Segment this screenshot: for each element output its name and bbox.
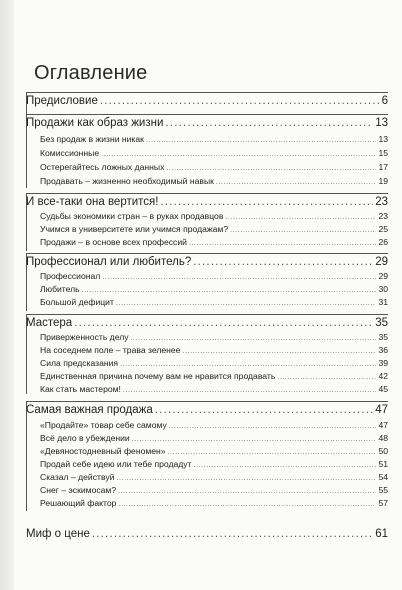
leader-dots [74, 317, 373, 329]
book-page [14, 0, 402, 590]
toc-chapter-title: Миф о цене [26, 528, 90, 540]
leader-dots [277, 371, 376, 381]
toc-chapter-title: Продажи как образ жизни [26, 117, 164, 129]
toc-entry-page: 35 [378, 332, 388, 342]
divider [26, 314, 388, 315]
leader-dots [131, 332, 377, 342]
toc-section [26, 253, 388, 313]
toc-entry[interactable] [40, 134, 388, 144]
toc-chapter[interactable] [26, 196, 388, 208]
toc-section [26, 401, 388, 513]
toc-entry-title: Продажи – в основе всех профессий [40, 237, 187, 247]
leader-dots [230, 224, 376, 234]
divider [26, 114, 388, 115]
toc-chapter-page: 23 [375, 196, 388, 208]
toc-section [26, 314, 388, 396]
toc-entry-title: Предисловие [26, 95, 98, 107]
toc-entry-title: Продавать – жизненно необходимый навык [40, 176, 214, 186]
toc-entry-page: 45 [378, 384, 388, 394]
toc-entry-title: Решающий фактор [40, 498, 117, 508]
toc-entry[interactable] [40, 459, 388, 469]
toc-chapter-title: И все-таки она вертится! [26, 196, 159, 208]
toc-final [26, 528, 388, 552]
toc-entry-title: На соседнем поле – трава зеленее [40, 345, 181, 355]
toc-entry-page: 48 [378, 433, 388, 443]
toc-section [26, 193, 388, 253]
toc-entry[interactable] [40, 297, 388, 307]
leader-dots [189, 237, 377, 247]
toc-entry[interactable] [40, 485, 388, 495]
leader-dots [160, 196, 373, 208]
toc-entry-page: 19 [378, 176, 388, 186]
toc-entry-page: 15 [378, 148, 388, 158]
divider [26, 401, 27, 511]
toc-chapter-page: 35 [375, 317, 388, 329]
toc-chapter[interactable] [26, 256, 388, 268]
toc-entry-title: Комиссионные [40, 148, 100, 158]
toc-entry-title: Сказал – действуй [40, 472, 115, 482]
toc-entry-title: «Продайте» товар себе самому [40, 420, 167, 430]
toc-entry-page: 50 [378, 446, 388, 456]
page-title: Оглавление [34, 62, 148, 84]
leader-dots [123, 384, 377, 394]
toc-entry[interactable] [26, 95, 388, 107]
leader-dots [116, 297, 377, 307]
divider [26, 253, 388, 254]
divider [26, 193, 388, 194]
leader-dots [165, 117, 373, 129]
toc-entry-title: Большой дефицит [40, 297, 114, 307]
page-edge [0, 0, 14, 590]
toc-entry-page: 31 [378, 297, 388, 307]
toc-entry-title: Всё дело в убеждении [40, 433, 130, 443]
leader-dots [155, 404, 373, 416]
leader-dots [169, 420, 377, 430]
toc-entry-page: 30 [378, 284, 388, 294]
toc-entry-page: 13 [378, 134, 388, 144]
leader-dots [101, 148, 376, 158]
toc-preface [26, 92, 388, 116]
leader-dots [82, 284, 377, 294]
toc-entry-page: 42 [378, 371, 388, 381]
toc-entry[interactable] [40, 211, 388, 221]
toc-entry[interactable] [40, 271, 388, 281]
toc-entry[interactable] [40, 162, 388, 172]
toc-entry-page: 55 [378, 485, 388, 495]
toc-entry[interactable] [40, 345, 388, 355]
toc-entry[interactable] [40, 371, 388, 381]
toc-entry-page: 23 [378, 211, 388, 221]
toc-entry[interactable] [40, 224, 388, 234]
toc-entry[interactable] [40, 433, 388, 443]
leader-dots [132, 433, 377, 443]
toc-entry-page: 6 [381, 95, 388, 107]
toc-entry[interactable] [40, 332, 388, 342]
toc-entry-title: Учимся в университете или учимся продажам? [40, 224, 229, 234]
toc-chapter[interactable] [26, 117, 388, 129]
leader-dots [194, 459, 377, 469]
toc-entry[interactable] [40, 446, 388, 456]
toc-entry[interactable] [40, 176, 388, 186]
leader-dots [225, 211, 376, 221]
toc-entry-page: 26 [378, 237, 388, 247]
leader-dots [116, 472, 376, 482]
divider [26, 401, 388, 402]
toc-chapter-page: 13 [375, 117, 388, 129]
toc-entry-page: 54 [378, 472, 388, 482]
toc-chapter[interactable] [26, 528, 388, 540]
toc-entry-page: 39 [378, 358, 388, 368]
toc-section [26, 114, 388, 190]
toc-chapter-page: 61 [375, 528, 388, 540]
toc-entry[interactable] [40, 237, 388, 247]
leader-dots [193, 256, 373, 268]
toc-entry-page: 29 [378, 271, 388, 281]
toc-entry[interactable] [40, 472, 388, 482]
toc-entry-title: Сила предсказания [40, 358, 119, 368]
toc-chapter[interactable] [26, 404, 388, 416]
leader-dots [146, 134, 377, 144]
toc-entry-title: «Девяностодневный феномен» [40, 446, 166, 456]
toc-entry-title: Профессионал [40, 271, 101, 281]
toc-entry-title: Единственная причина почему вам не нравится продавать [40, 371, 276, 381]
toc-entry[interactable] [40, 420, 388, 430]
toc-chapter[interactable] [26, 317, 388, 329]
toc-entry[interactable] [40, 148, 388, 158]
leader-dots [118, 485, 376, 495]
leader-dots [118, 498, 376, 508]
toc-chapter-title: Мастера [26, 317, 73, 329]
toc-entry-page: 25 [378, 224, 388, 234]
toc-chapter-page: 29 [375, 256, 388, 268]
toc-entry[interactable] [40, 498, 388, 508]
toc-chapter-page: 47 [375, 404, 388, 416]
leader-dots [100, 95, 380, 107]
leader-dots [216, 176, 377, 186]
toc-entry[interactable] [40, 284, 388, 294]
toc-entry[interactable] [40, 384, 388, 394]
toc-entry-title: Судьбы экономики стран – в руках продавцов [40, 211, 224, 221]
toc-entry-page: 57 [378, 498, 388, 508]
leader-dots [102, 271, 376, 281]
toc-entry-title: Как стать мастером! [40, 384, 121, 394]
toc-chapter-title: Профессионал или любитель? [26, 256, 192, 268]
toc-entry-title: Приверженность делу [40, 332, 129, 342]
toc-entry-page: 47 [378, 420, 388, 430]
toc-entry-page: 17 [378, 162, 388, 172]
leader-dots [166, 162, 376, 172]
leader-dots [92, 528, 373, 540]
toc-chapter-title: Самая важная продажа [26, 404, 153, 416]
toc-entry-page: 51 [378, 459, 388, 469]
toc-entry-title: Без продаж в жизни никак [40, 134, 144, 144]
toc-entry-title: Остерегайтесь ложных данных [40, 162, 165, 172]
toc-entry-title: Любитель [40, 284, 80, 294]
leader-dots [120, 358, 376, 368]
toc-entry[interactable] [40, 358, 388, 368]
toc-entry-title: Продай себе идею или тебе продадут [40, 459, 192, 469]
leader-dots [168, 446, 377, 456]
toc-entry-title: Снег – эскимосам? [40, 485, 117, 495]
leader-dots [182, 345, 376, 355]
toc-entry-page: 36 [378, 345, 388, 355]
divider [26, 92, 388, 93]
